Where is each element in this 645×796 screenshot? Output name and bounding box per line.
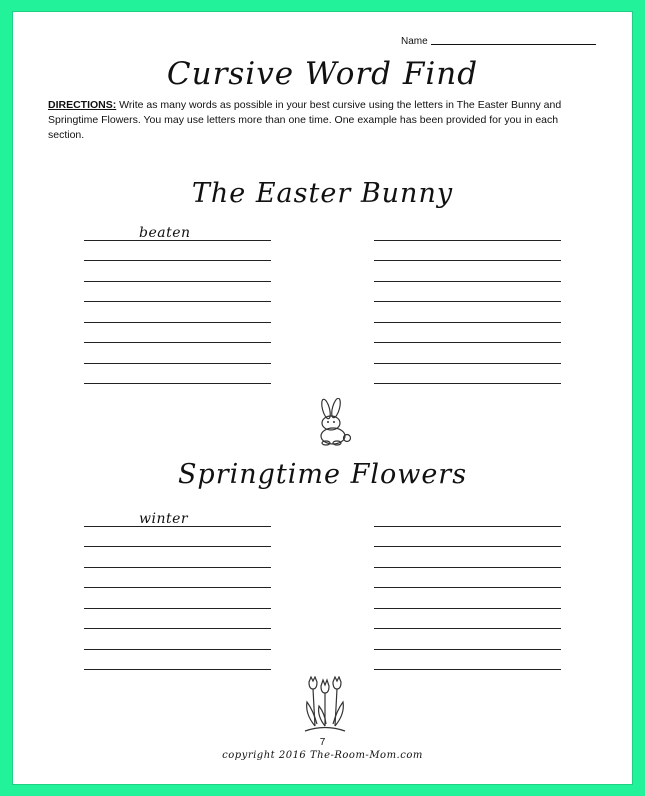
directions-label: DIRECTIONS: [48,99,117,111]
page-number: 7 [319,737,326,748]
answer-line[interactable] [84,568,271,589]
answer-column-left-2 [84,506,271,670]
answer-line[interactable] [374,547,561,568]
example-word: winter [139,510,189,527]
answer-line[interactable] [84,241,271,262]
page-title: Cursive Word Find [166,56,479,92]
answer-column-right-2 [374,506,561,670]
answer-line[interactable] [84,527,271,548]
answer-line[interactable] [84,364,271,385]
answer-line[interactable] [374,323,561,344]
section-title-springtime-flowers: Springtime Flowers [177,459,468,490]
answer-line[interactable] [84,547,271,568]
answer-line[interactable] [84,629,271,650]
answer-line[interactable] [374,261,561,282]
name-label: Name [401,36,428,47]
answer-line[interactable] [84,343,271,364]
answer-line[interactable] [374,650,561,671]
answer-column-left-1 [84,220,271,384]
answer-line[interactable] [84,282,271,303]
section-title-easter-bunny: The Easter Bunny [191,178,454,209]
tulips-clipart [301,676,349,734]
answer-line[interactable] [374,506,561,527]
answer-line[interactable] [84,609,271,630]
answer-line[interactable] [374,609,561,630]
answer-line[interactable] [374,282,561,303]
answer-line[interactable] [374,241,561,262]
answer-line[interactable] [84,323,271,344]
answer-line[interactable] [374,302,561,323]
answer-line[interactable] [374,588,561,609]
answer-line[interactable] [84,220,271,241]
answer-line[interactable] [374,220,561,241]
copyright-text: copyright 2016 The-Room-Mom.com [222,750,423,761]
worksheet-page [12,11,633,785]
bunny-clipart [311,398,357,446]
answer-line[interactable] [84,302,271,323]
answer-column-right-1 [374,220,561,384]
answer-line[interactable] [374,364,561,385]
name-field[interactable] [401,36,596,47]
answer-line[interactable] [374,527,561,548]
answer-line[interactable] [84,261,271,282]
example-word: beaten [139,224,191,241]
answer-line[interactable] [374,343,561,364]
answer-line[interactable] [374,568,561,589]
directions-body: Write as many words as possible in your best cursive using the letters in The Easter Bunny and Springtime Flowers. You may use letters more than one time. One example has been provided for you in each section. [48,99,562,141]
answer-line[interactable] [84,588,271,609]
answer-line[interactable] [84,506,271,527]
answer-line[interactable] [374,629,561,650]
answer-line[interactable] [84,650,271,671]
directions-text [48,98,568,143]
name-underline[interactable] [431,44,596,45]
